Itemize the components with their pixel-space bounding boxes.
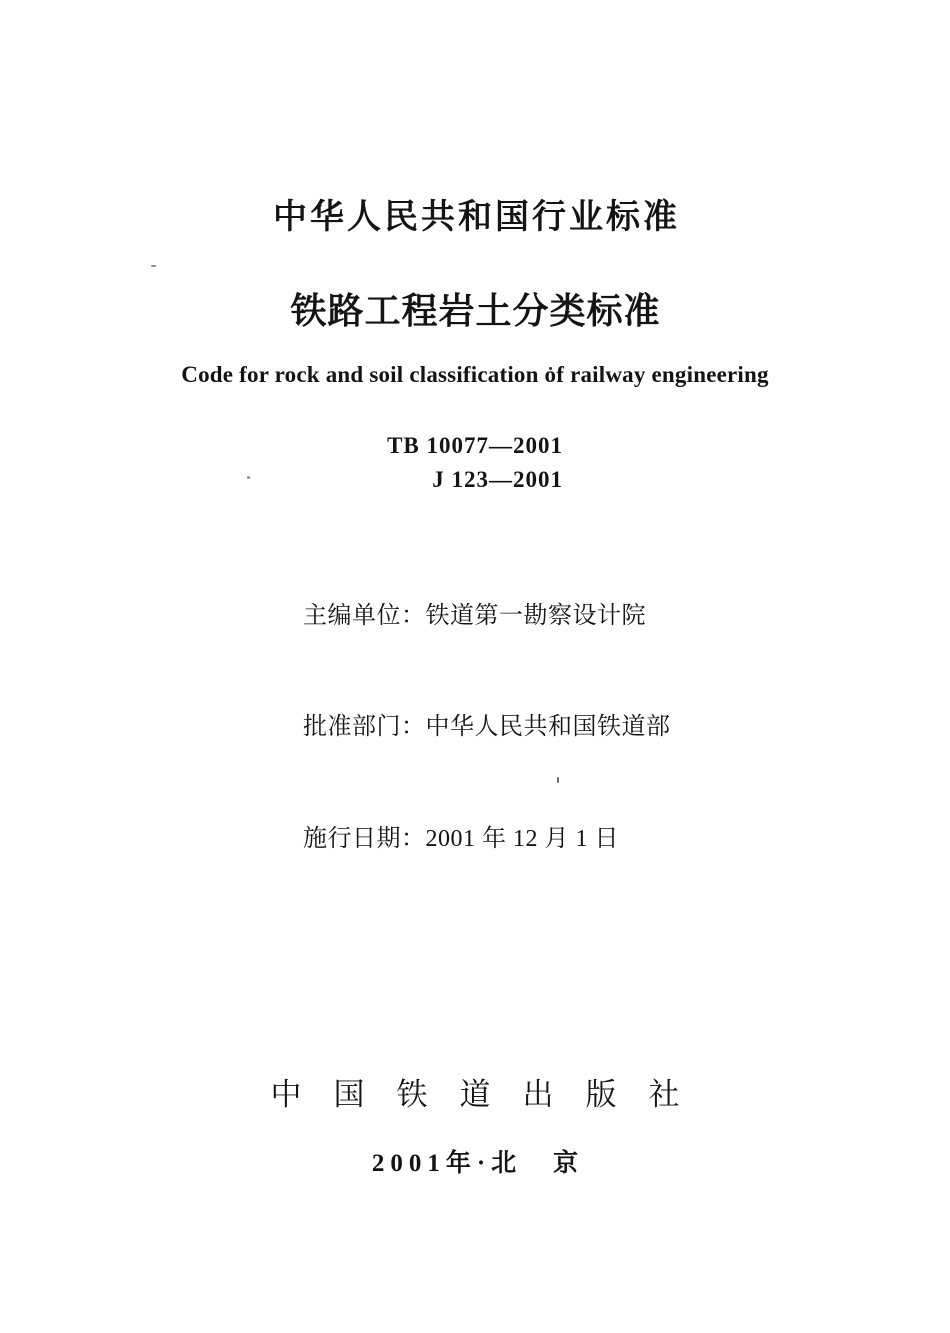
- effective-date-line: 施行日期：2001 年 12 月 1 日: [303, 826, 619, 853]
- publication-imprint: 2001年·北 京: [371, 1150, 585, 1177]
- record-number: J 123—2001: [432, 466, 563, 492]
- chief-editor-line: 主编单位：铁道第一勘察设计院: [303, 602, 646, 629]
- standard-numbers: [0, 429, 563, 496]
- scan-speck: [151, 265, 156, 267]
- standard-number: TB 10077—2001: [387, 433, 563, 458]
- approval-line: 批准部门：中华人民共和国铁道部: [303, 714, 671, 741]
- standard-type-heading: 中华人民共和国行业标准: [273, 198, 680, 236]
- publisher-name: 中国铁道出版社: [270, 1077, 712, 1112]
- publication-info: [303, 523, 671, 933]
- document-title-cn: 铁路工程岩土分类标准: [290, 290, 661, 331]
- document-title-en: Code for rock and soil classification of railway engineering: [181, 362, 769, 387]
